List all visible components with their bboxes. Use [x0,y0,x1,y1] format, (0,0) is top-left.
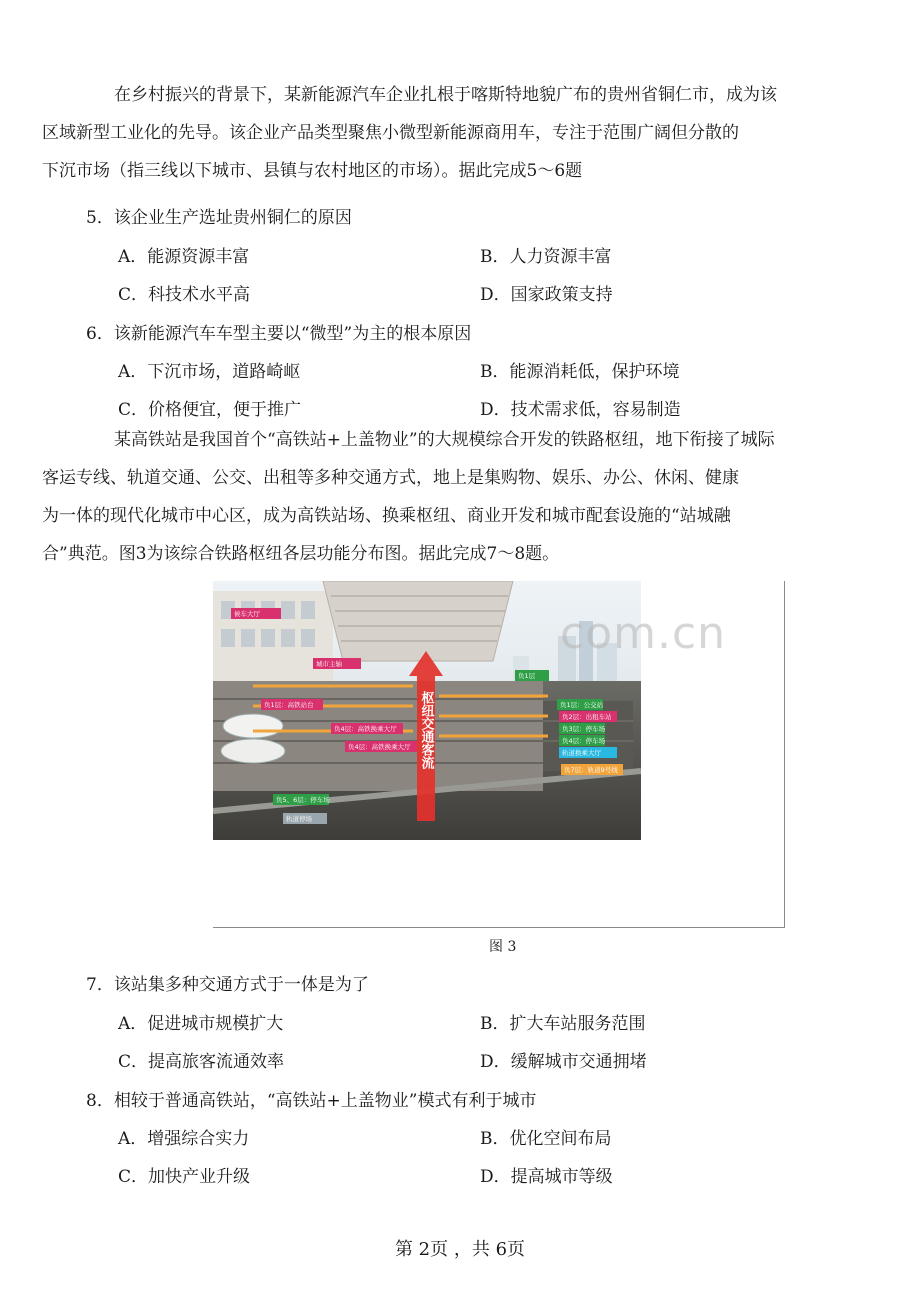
label-hub-passenger-flow: 枢纽交通客流 [418,691,434,769]
label-b1: 负1层 [518,672,536,680]
label-b1-platform: 负1层：高铁站台 [264,701,314,709]
intro-2-line-3: 为一体的现代化城市中心区，成为高铁站场、换乘枢纽、商业开发和城市配套设施的“站城融 [42,506,731,526]
q7-option-b: B．扩大车站服务范围 [480,1014,646,1034]
label-b5-b6-parking: 负5、6层：停车场 [276,796,330,804]
q7-option-c: C．提高旅客流通效率 [118,1052,285,1072]
question-6-stem: 6．该新能源汽车车型主要以“微型”为主的根本原因 [86,324,472,344]
intro-paragraph-1 [42,76,848,190]
q5-option-b: B．人力资源丰富 [480,247,612,267]
label-b4-parking: 负4层：停车场 [562,737,606,745]
q8-option-b: B．优化空间布局 [480,1129,612,1149]
label-rail-depot: 轨道停场 [286,815,312,823]
label-b2-taxi: 负2层：出租车站 [562,713,612,721]
q5-option-a: A．能源资源丰富 [118,247,250,267]
label-rail-transfer-hall: 轨道换乘大厅 [562,749,601,757]
intro-1-line-1: 在乡村振兴的背景下，某新能源汽车企业扎根于喀斯特地貌广布的贵州省铜仁市，成为该 [114,85,777,105]
page-footer: 第 2页 ，共 6页 [394,1239,526,1260]
q6-option-d: D．技术需求低，容易制造 [480,400,681,420]
intro-1-line-3: 下沉市场（指三线以下城市、县镇与农村地区的市场）。据此完成5～6题 [42,161,583,181]
intro-paragraph-2 [42,421,848,573]
q6-option-b: B．能源消耗低，保护环境 [480,362,680,382]
question-7-stem: 7．该站集多种交通方式于一体是为了 [86,975,369,995]
intro-2-line-1: 某高铁站是我国首个“高铁站+上盖物业”的大规模综合开发的铁路枢纽，地下衔接了城际 [114,430,775,450]
label-b1-bus: 负1层：公交站 [560,701,604,709]
intro-1-line-2: 区域新型工业化的先导。该企业产品类型聚焦小微型新能源商用车，专注于范围广阔但分散的 [42,123,739,143]
intro-2-line-2: 客运专线、轨道交通、公交、出租等多种交通方式，地上是集购物、娱乐、办公、休闲、健康 [42,468,739,488]
q7-option-d: D．缓解城市交通拥堵 [480,1052,647,1072]
label-b4-transfer-hall: 负4层：高铁换乘大厅 [334,725,397,733]
q6-option-c: C．价格便宜，便于推广 [118,400,302,420]
q8-option-c: C．加快产业升级 [118,1167,251,1187]
label-city-axis: 城市主轴 [316,660,342,668]
question-5-stem: 5．该企业生产选址贵州铜仁的原因 [86,208,352,228]
question-8-stem: 8．相较于普通高铁站，“高铁站+上盖物业”模式有利于城市 [86,1091,537,1111]
label-b4-transfer-hall-2: 负4层：高铁换乘大厅 [348,743,411,751]
figure-caption: 图 3 [489,939,517,955]
label-b7-line9: 负7层：轨道9号线 [564,766,618,774]
watermark: com.cn [560,608,727,659]
label-b3-parking: 负3层：停车场 [562,725,606,733]
q6-option-a: A．下沉市场，道路崎岖 [118,362,301,382]
q5-option-c: C．科技术水平高 [118,285,251,305]
q8-option-a: A．增强综合实力 [118,1129,250,1149]
q8-option-d: D．提高城市等级 [480,1167,613,1187]
q7-option-a: A．促进城市规模扩大 [118,1014,284,1034]
q5-option-d: D．国家政策支持 [480,285,613,305]
label-waiting-hall: 候车大厅 [234,610,260,618]
intro-2-line-4: 合”典范。图3为该综合铁路枢纽各层功能分布图。据此完成7～8题。 [42,544,560,564]
